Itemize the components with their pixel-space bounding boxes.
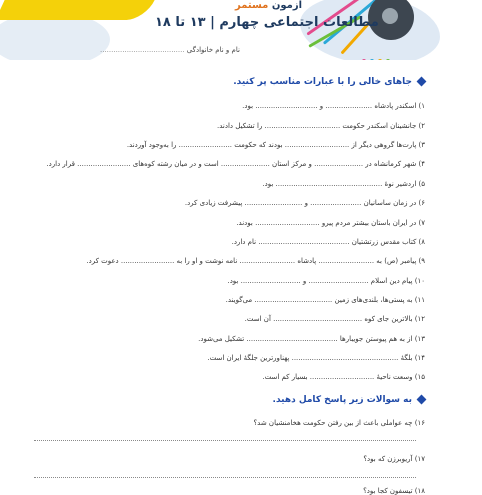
section-title: جاهای خالی را با عبارات مناسب پر کنید. xyxy=(233,77,412,87)
question-2: ۲) جانشینان اسکندر حکومت .................................. را تشکیل دادند. xyxy=(217,122,425,130)
question-14: ۱۴) بلگهٔ ................................................ پهناورترین جلگهٔ ایران است. xyxy=(207,354,425,362)
question-17: ۱۷) آریوبرزن که بود؟ xyxy=(363,455,425,463)
question-13: ۱۳) از به هم پیوستن جویبارها ......................................... تشکیل می‌شود. xyxy=(198,335,425,343)
question-10: ۱۰) پیام دین اسلام ........................... و ........................... بود. xyxy=(227,277,425,285)
question-7: ۷) در ایران باستان بیشتر مردم پیرو ............................. بودند. xyxy=(236,219,425,227)
exam-prefix: آزمون xyxy=(271,0,303,11)
decorative-brush-stroke xyxy=(0,0,155,20)
question-3: ۳) پارت‌ها گروهی دیگر از ............................. بودند که حکومت ........................ را به‌وجود آوردند. xyxy=(126,141,425,149)
question-8: ۸) کتاب مقدس زرتشتیان ......................................... نام دارد. xyxy=(231,238,425,246)
question-16: ۱۶) چه عواملی باعث از بین رفتن حکومت هخامنشیان شد؟ xyxy=(253,419,425,427)
diamond-bullet-icon xyxy=(417,395,427,405)
question-12: ۱۲) بالاترین جای کوه ........................................ آن است. xyxy=(244,315,425,323)
question-11: ۱۱) به پستی‌ها، بلندی‌های زمین ................................... می‌گویند. xyxy=(225,296,425,304)
question-5: ۵) اردشیر نوهٔ ................................................ بود. xyxy=(262,180,425,188)
answer-line[interactable] xyxy=(34,440,416,441)
question-9: ۹) پیامبر (ص) به ......................... پادشاه ......................... نامه نوشت و او را به ........................ دعوت کرد. xyxy=(86,257,425,265)
exam-label xyxy=(235,0,302,11)
section-full-answers xyxy=(273,395,425,405)
section-fill-blanks xyxy=(233,77,425,87)
section-title: به سوالات زیر پاسخ کامل دهید. xyxy=(272,395,412,405)
question-15: ۱۵) وسعت ناحیهٔ ............................. بسیار کم است. xyxy=(262,373,425,381)
name-blank: ...................................... xyxy=(100,46,185,54)
question-6: ۶) در زمان ساسانیان ....................... و .......................... پیشرفت زیادی کرد. xyxy=(184,199,425,207)
page-title: مطالعات اجتماعی چهارم | ۱۳ تا ۱۸ xyxy=(155,15,379,30)
exam-type: مستمر xyxy=(235,0,269,11)
name-label: نام و نام خانوادگی xyxy=(186,46,240,54)
sparkle-decoration xyxy=(360,48,400,58)
question-18: ۱۸) تیسفون کجا بود؟ xyxy=(363,487,425,495)
answer-line[interactable] xyxy=(34,477,416,478)
question-4: ۴) شهر کرمانشاه در ...................... و مرکز استان ...................... است و در میان رشته کوه‌های ........................ قرار دارد. xyxy=(46,160,425,168)
student-name-field[interactable] xyxy=(100,46,240,54)
question-1: ۱) اسکندر پادشاه ..................... و ............................ بود. xyxy=(242,102,425,110)
diamond-bullet-icon xyxy=(417,77,427,87)
